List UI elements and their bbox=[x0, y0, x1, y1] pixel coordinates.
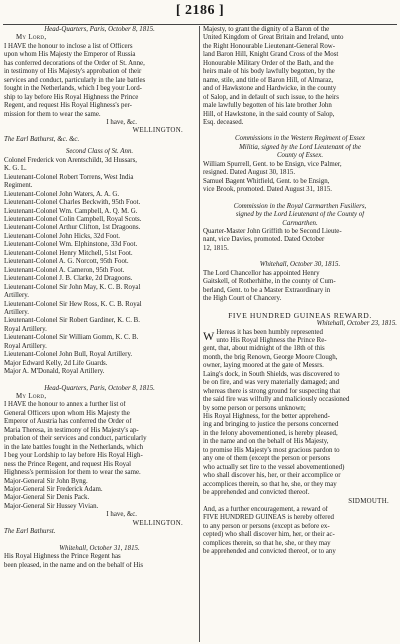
body-line: The Lord Chancellor has appointed Henry bbox=[203, 269, 320, 277]
body-line: has conferred decorations of the Order of St. Anne, bbox=[4, 59, 145, 67]
body-line: of Salop, and in default of such issue, to the heirs bbox=[203, 93, 339, 101]
body-line: to promise His Majesty's most gracious pardon to bbox=[203, 446, 340, 454]
body-line: the Right Honourable Lieutenant-General Row- bbox=[203, 42, 336, 50]
body-line: I HAVE the honour to annex a further list of bbox=[4, 401, 126, 409]
notice-heading: Head-Quarters, Paris, October 8, 1815. bbox=[44, 26, 155, 33]
body-line: land Baron Hill, Knight Grand Cross of the Most bbox=[203, 51, 339, 59]
body-line: and of Hawkstone and Hardwicke, in the county bbox=[203, 85, 337, 93]
body-line: Samuel Bagent Whitfield, Gent. to be Ensign, bbox=[203, 177, 330, 185]
addressee: The Earl Bathurst, &c. &c. bbox=[4, 135, 80, 143]
body-line: Esq. deceased. bbox=[203, 118, 244, 126]
body-line: in the late battles fought in the Netherlands, which bbox=[4, 443, 144, 451]
body-line: the High Court of Chancery. bbox=[203, 295, 282, 303]
officer-line: Lieutenant-Colonel Robert Torrens, West India bbox=[4, 173, 134, 181]
general-line: Major-General Sir Denis Pack. bbox=[4, 494, 90, 502]
officer-line: Royal Artillery. bbox=[4, 342, 47, 350]
body-line: Emperor of Austria has conferred the Order of bbox=[4, 418, 132, 426]
body-line: the said fire was wilfully and maliciously occasioned bbox=[203, 396, 350, 404]
reward-paragraph-2 bbox=[203, 413, 397, 498]
column-divider bbox=[199, 26, 200, 642]
officer-line: Lieutenant-Colonel Sir William Gomm, K. C. B. bbox=[4, 334, 139, 342]
body-line: be apprehended and convicted thereof. bbox=[203, 489, 310, 497]
general-line: Major-General Sir Hussey Vivian. bbox=[4, 502, 99, 510]
body-line: William Spurrell, Gent. to be Ensign, vice Palmer, bbox=[203, 160, 342, 168]
drop-cap: W bbox=[203, 328, 215, 343]
body-line: owner, laying moored at the gate of Messrs. bbox=[203, 362, 324, 370]
officer-line: Lieutenant-Colonel A. Cameron, 95th Foot. bbox=[4, 266, 125, 274]
heading-line: County of Essex. bbox=[276, 152, 324, 160]
body-line: vice Brook, promoted. Dated August 31, 1815. bbox=[203, 186, 332, 194]
reward-paragraph-1 bbox=[203, 329, 397, 414]
notice-heading: Whitehall, October 31, 1815. bbox=[59, 544, 140, 552]
salutation: My Lord, bbox=[16, 34, 47, 42]
carmarthen-body bbox=[203, 228, 397, 253]
body-line: berland, Gent. to be a Master Extraordinary in bbox=[203, 286, 331, 294]
body-line: Maria Theresa, in testimony of His Majesty's ap- bbox=[4, 426, 139, 434]
officer-line: Lieutenant-Colonel Colin Campbell, Royal Scots. bbox=[4, 215, 142, 223]
body-line: be apprehended and convicted thereof, or to any bbox=[203, 548, 336, 556]
officer-line: Artillery. bbox=[4, 308, 30, 316]
body-line: Majesty, to grant the dignity of a Baron of the bbox=[203, 26, 330, 33]
officer-line: Royal Artillery. bbox=[4, 325, 47, 333]
signature: SIDMOUTH. bbox=[348, 497, 389, 505]
officer-line: Lieutenant-Colonel Wm. Elphinstone, 33d Foot. bbox=[4, 241, 138, 249]
officer-line: Lieutenant-Colonel Henry Mitchell, 51st Foot. bbox=[4, 249, 133, 257]
body-line: Regent, and request His Royal Highness's per- bbox=[4, 102, 132, 110]
body-line: I beg your Lordship to lay before His Royal High- bbox=[4, 452, 143, 460]
officer-line: Lieutenant-Colonel Charles Beckwith, 95th Foot. bbox=[4, 199, 141, 207]
body-line: ship to lay before His Royal Highness the Prince bbox=[4, 93, 139, 101]
closing: I have, &c. bbox=[106, 511, 137, 519]
body-line: FIVE HUNDRED GUINEAS is hereby offered bbox=[203, 514, 334, 522]
body-line: His Royal Highness the Prince Regent has bbox=[4, 553, 121, 561]
officer-line: Lieutenant-Colonel Wm. Campbell, A. Q. M. G. bbox=[4, 207, 138, 215]
body-line: Hereas it has been humbly represented bbox=[216, 328, 323, 336]
officer-line: Lieutenant-Colonel John Hicks, 32d Foot. bbox=[4, 232, 120, 240]
body-line: probation of their services and conduct, particularly bbox=[4, 435, 147, 443]
page-number: [ 2186 ] bbox=[175, 3, 225, 18]
body-line: to any person or persons (except as before ex- bbox=[203, 522, 330, 530]
header-rule bbox=[3, 24, 397, 25]
closing: I have, &c. bbox=[106, 118, 137, 126]
heading-line: Militia, signed by the Lord Lieutenant of the bbox=[239, 143, 361, 151]
body-line: in the name and on the behalf of His Majesty, bbox=[203, 438, 329, 446]
body-line: upon whom His Majesty the Emperor of Russia bbox=[4, 51, 136, 59]
body-line: His Royal Highness, for the better apprehend- bbox=[203, 413, 330, 421]
officer-line: Lieutenant-Colonel Sir Robert Gardiner, K. C. B. bbox=[4, 317, 140, 325]
right-column bbox=[203, 26, 397, 557]
reward-date: Whitehall, October 23, 1815. bbox=[316, 320, 397, 328]
body-line: United Kingdom of Great Britain and Ireland, unto bbox=[203, 34, 344, 42]
body-line: male lawfully begotten of his late brother John bbox=[203, 102, 332, 110]
officer-list bbox=[4, 157, 195, 377]
body-line: And, as a further encouragement, a reward of bbox=[203, 506, 328, 514]
salutation: My Lord, bbox=[16, 393, 47, 401]
notice-body bbox=[4, 553, 195, 570]
essex-heading bbox=[203, 135, 397, 160]
body-line: in the felony abovementioned, is hereby pleased, bbox=[203, 429, 338, 437]
notice-body bbox=[4, 401, 195, 477]
continued-text bbox=[203, 26, 397, 127]
body-line: unto His Royal Highness the Prince Re- bbox=[216, 336, 327, 344]
notice-heading: Head-Quarters, Paris, October 8, 1815. bbox=[44, 384, 155, 392]
officer-line: Lieutenant-Colonel A. G. Norcott, 95th Foot. bbox=[4, 258, 129, 266]
heading-line: signed by the Lord Lieutenant of the County of bbox=[235, 211, 365, 219]
carmarthen-heading bbox=[203, 203, 397, 228]
officer-line: Colonel Frederick von Arentschildt, 3d Hussars, bbox=[4, 156, 138, 164]
reward-paragraph-3 bbox=[203, 506, 397, 557]
whitehall-body bbox=[203, 270, 397, 304]
body-line: heirs male of his body lawfully begotten, by the bbox=[203, 68, 335, 76]
body-line: been pleased, in the name and on the behalf of His bbox=[4, 561, 144, 569]
body-line: nant, vice Davies, promoted. Dated October bbox=[203, 236, 325, 244]
body-line: be on fire, and was very materially damaged; and bbox=[203, 379, 340, 387]
body-line: any one of them (except the person or persons bbox=[203, 455, 331, 463]
officer-line: K. G. L. bbox=[4, 165, 27, 173]
body-line: name, stile, and title of Baron Hill, of Almaraz, bbox=[203, 76, 334, 84]
officer-line: Lieutenant-Colonel Sir John May, K. C. B. Royal bbox=[4, 283, 141, 291]
essex-body bbox=[203, 161, 397, 195]
body-line: Honourable Military Order of the Bath, and the bbox=[203, 59, 334, 67]
heading-line: Commissions in the Western Regiment of Essex bbox=[235, 135, 365, 143]
officer-line: Artillery. bbox=[4, 292, 30, 300]
body-line: fought in the Netherlands, which I beg your Lord- bbox=[4, 85, 142, 93]
general-list bbox=[4, 478, 195, 512]
heading-line: Carmarthen. bbox=[282, 219, 318, 227]
officer-line: Lieutenant-Colonel John Bull, Royal Artillery. bbox=[4, 351, 133, 359]
body-line: who shall discover his, her, or their accomplice or bbox=[203, 472, 341, 480]
body-line: resigned. Dated August 30, 1815. bbox=[203, 169, 296, 177]
body-line: mission for them to wear the same. bbox=[4, 110, 101, 118]
officer-line: Regiment. bbox=[4, 182, 33, 190]
body-line: I HAVE the honour to inclose a list of Officers bbox=[4, 42, 133, 50]
body-line: services and conduct, particularly in the late battles bbox=[4, 76, 146, 84]
body-line: who actually set fire to the vessel abovementioned) bbox=[203, 463, 345, 471]
body-line: ness the Prince Regent, and request His Royal bbox=[4, 460, 132, 468]
class-heading: Second Class of St. Ann. bbox=[65, 148, 134, 156]
body-line: in testimony of His Majesty's approbation of their bbox=[4, 68, 142, 76]
notice-heading: Whitehall, October 30, 1815. bbox=[259, 261, 341, 269]
officer-line: Lieutenant-Colonel John Waters, A. A. G. bbox=[4, 190, 120, 198]
reward-title: FIVE HUNDRED GUINEAS REWARD. bbox=[228, 311, 372, 320]
body-line: ing and bringing to justice the persons concerned bbox=[203, 421, 339, 429]
body-line: gent, that, about midnight of the 18th of this bbox=[203, 345, 325, 353]
notice-body bbox=[4, 43, 195, 119]
body-line: by some person or persons unknown; bbox=[203, 404, 306, 412]
body-line: Hill, of Hawkstone, in the said county of Salop, bbox=[203, 110, 335, 118]
signature: WELLINGTON. bbox=[132, 519, 183, 527]
general-line: Major-General Sir Frederick Adam. bbox=[4, 486, 103, 494]
body-line: 12, 1815. bbox=[203, 244, 229, 252]
general-line: Major-General Sir John Byng. bbox=[4, 477, 88, 485]
officer-line: Lieutenant-Colonel J. B. Clarke, 2d Dragoons. bbox=[4, 275, 133, 283]
body-line: month, the brig Renown, George Moore Clough, bbox=[203, 353, 338, 361]
body-line: Highness's permission for them to wear the same. bbox=[4, 469, 141, 477]
officer-line: Lieutenant-Colonel Sir Hew Ross, K. C. B. Royal bbox=[4, 300, 142, 308]
body-line: Laing's dock, in South Shields, was discovered to bbox=[203, 370, 340, 378]
addressee: The Earl Bathurst. bbox=[4, 528, 56, 536]
body-line: complices therein, so that he, she, or they may bbox=[203, 539, 331, 547]
body-line: General Officers upon whom His Majesty the bbox=[4, 409, 130, 417]
officer-line: Major A. M'Donald, Royal Artillery. bbox=[4, 368, 105, 376]
body-line: cepted) who shall discover him, her, or their ac- bbox=[203, 531, 335, 539]
body-line: Gaitskell, of Rotherhithe, in the county of Cum- bbox=[203, 278, 336, 286]
left-column bbox=[4, 26, 195, 570]
heading-line: Commission in the Royal Carmarthen Fusiliers, bbox=[233, 202, 367, 210]
body-line: Quarter-Master John Griffith to be Second Lieute- bbox=[203, 227, 342, 235]
body-line: whereas there is strong ground for suspecting that bbox=[203, 387, 341, 395]
signature: WELLINGTON. bbox=[132, 127, 183, 135]
body-line: accomplices therein, so that he, she, or they may bbox=[203, 480, 337, 488]
officer-line: Lieutenant-Colonel Arthur Clifton, 1st Dragoons. bbox=[4, 224, 141, 232]
officer-line: Major Edward Kelly, 2d Life Guards. bbox=[4, 359, 108, 367]
